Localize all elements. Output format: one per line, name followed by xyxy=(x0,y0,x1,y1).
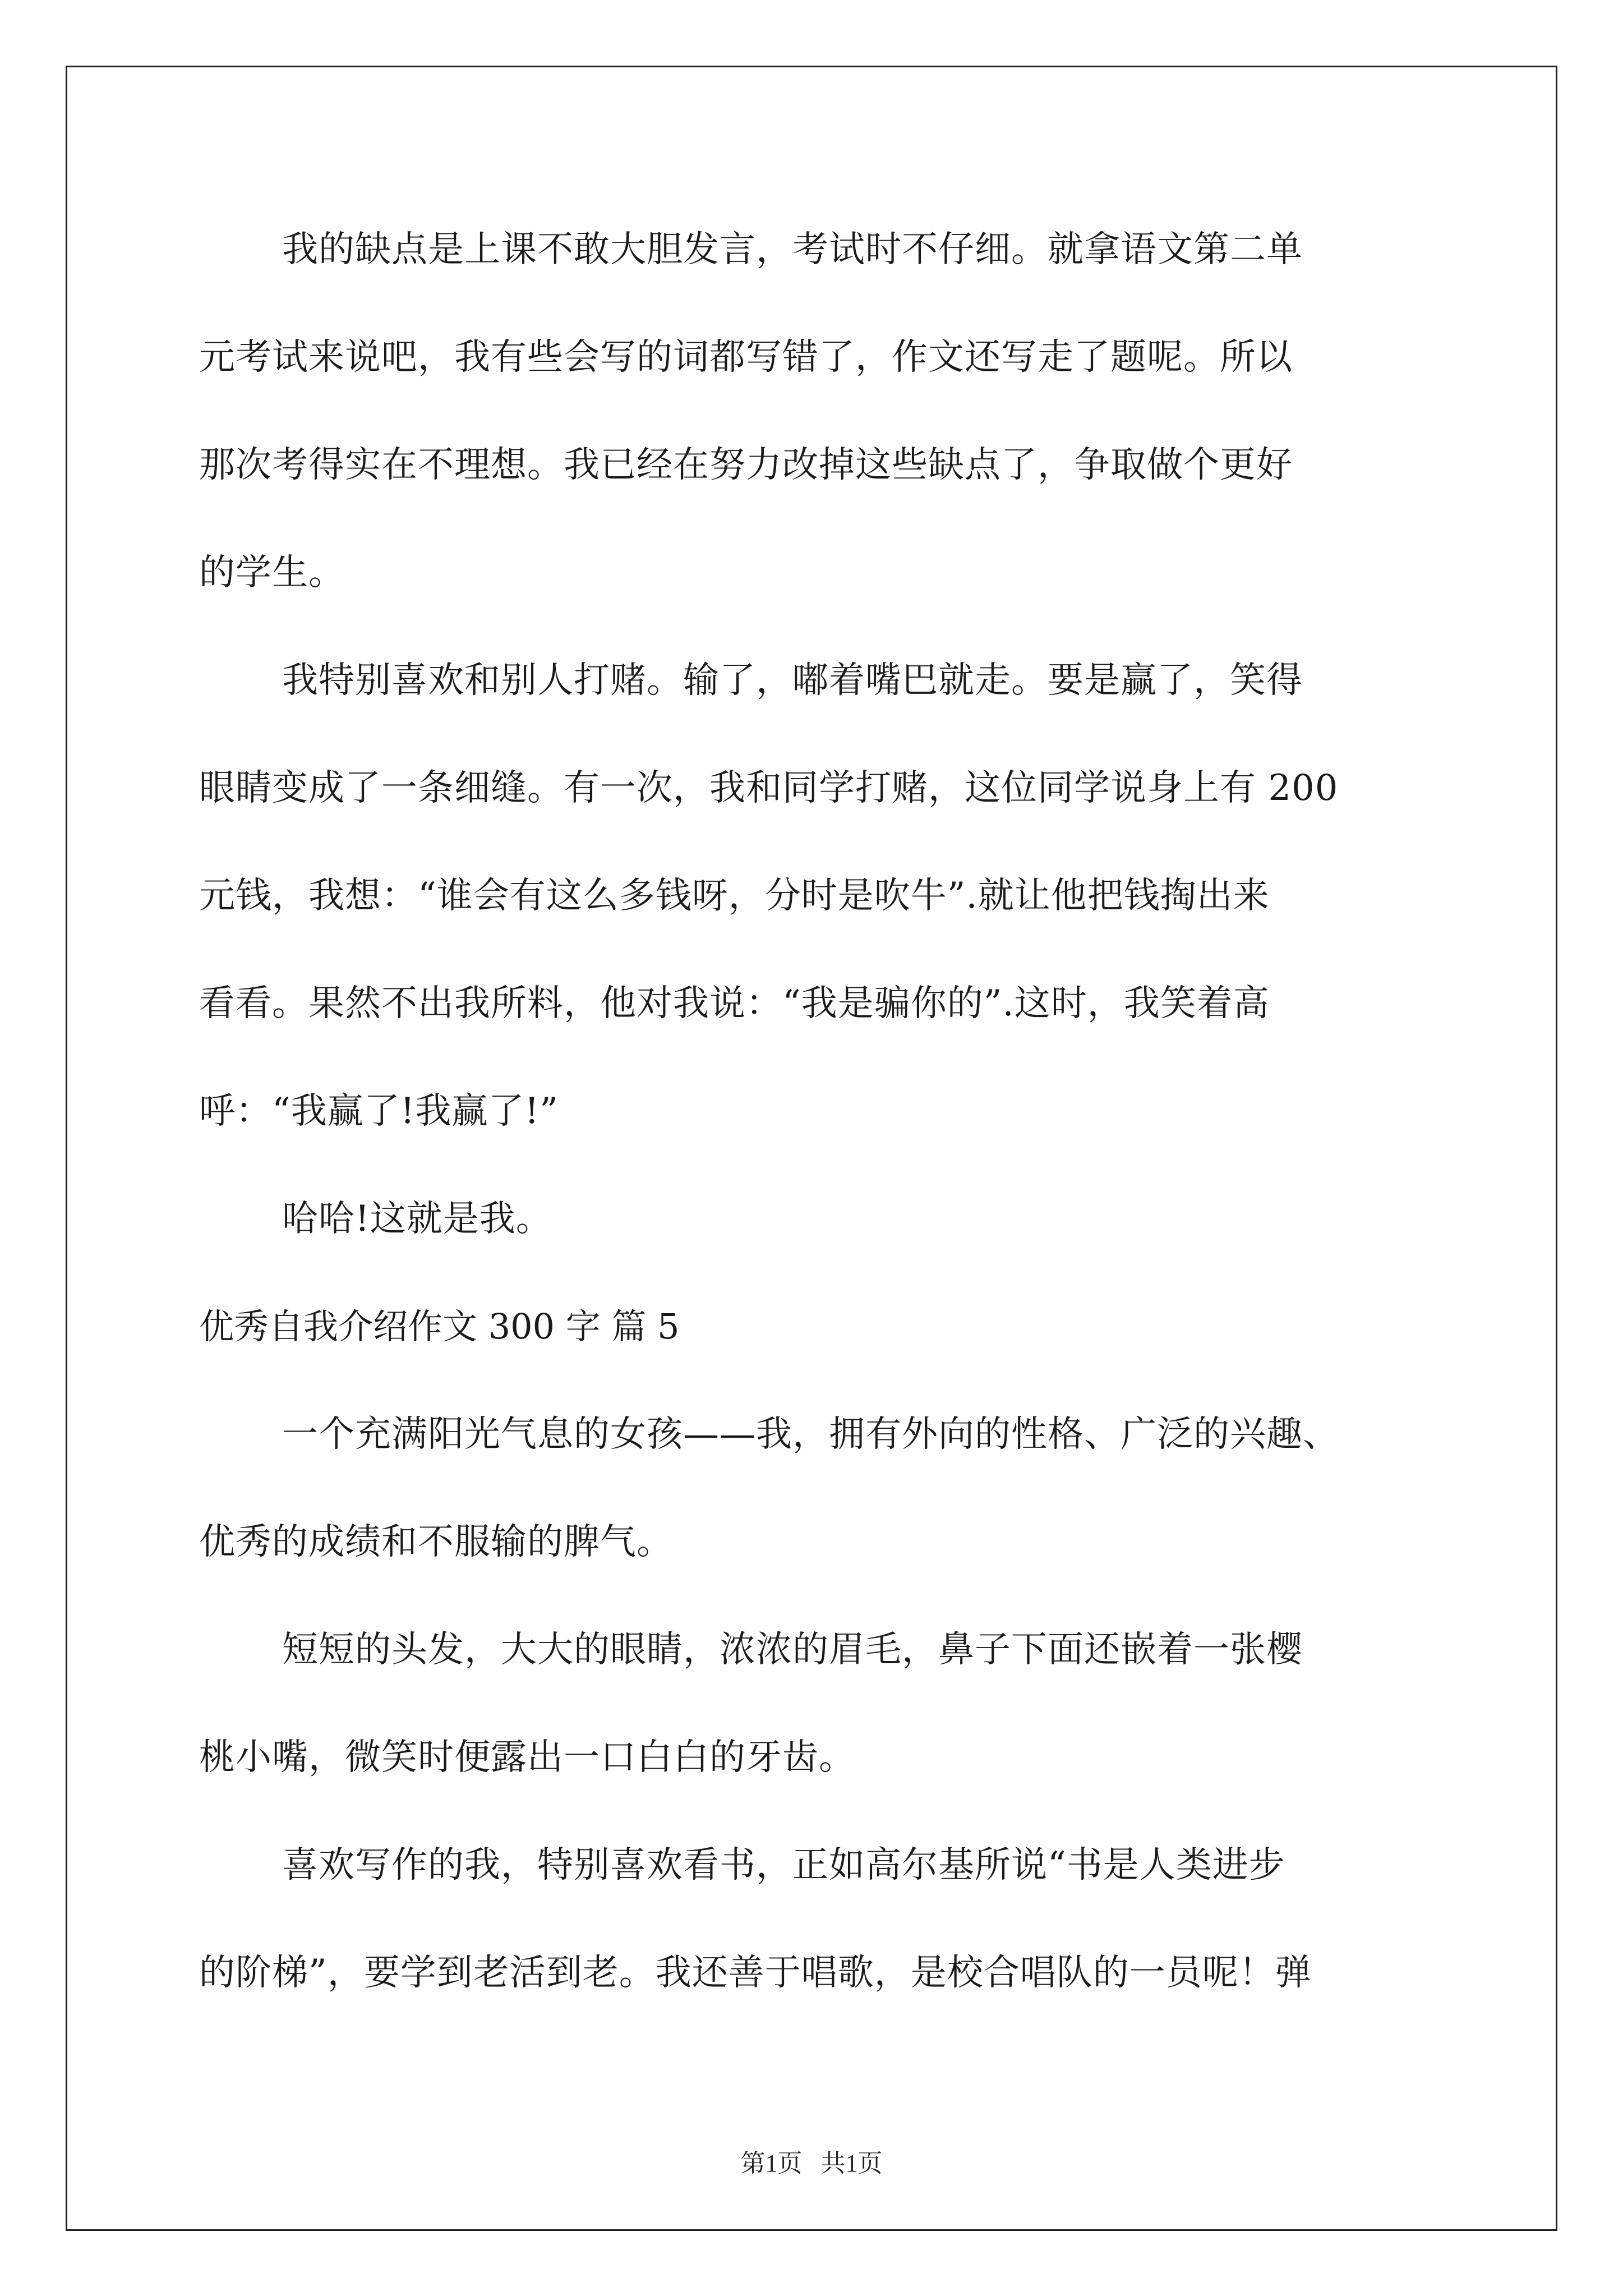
text-line: 喜欢写作的我，特别喜欢看书，正如高尔基所说“书是人类进步 xyxy=(282,1844,1285,1886)
text-line: 一个充满阳光气息的女孩——我，拥有外向的性格、广泛的兴趣、 xyxy=(282,1414,1339,1455)
text-line: 我的缺点是上课不敢大胆发言，考试时不仔细。就拿语文第二单 xyxy=(282,229,1303,270)
page-footer: 第1页 共1页 xyxy=(740,2150,883,2177)
text-line: 元钱，我想：“谁会有这么多钱呀，分时是吹牛”.就让他把钱掏出来 xyxy=(199,875,1270,917)
section-heading: 优秀自我介绍作文 300 字 篇 5 xyxy=(199,1306,680,1347)
text-line: 的阶梯”，要学到老活到老。我还善于唱歌，是校合唱队的一员呢！弹 xyxy=(199,1952,1312,1994)
text-line: 元考试来说吧，我有些会写的词都写错了，作文还写走了题呢。所以 xyxy=(199,337,1293,378)
document-body xyxy=(199,216,1438,2047)
text-line: 呼：“我赢了!我赢了!” xyxy=(199,1091,559,1132)
text-line: 看看。果然不出我所料，他对我说：“我是骗你的”.这时，我笑着高 xyxy=(199,983,1270,1024)
text-line: 短短的头发，大大的眼睛，浓浓的眉毛，鼻子下面还嵌着一张樱 xyxy=(282,1629,1303,1671)
text-line: 优秀的成绩和不服输的脾气。 xyxy=(199,1521,673,1563)
text-line: 那次考得实在不理想。我已经在努力改掉这些缺点了，争取做个更好 xyxy=(199,444,1293,486)
text-line: 眼睛变成了一条细缝。有一次，我和同学打赌，这位同学说身上有 200 xyxy=(199,767,1339,809)
text-line: 的学生。 xyxy=(199,552,345,593)
text-line: 哈哈!这就是我。 xyxy=(282,1198,552,1240)
text-line: 桃小嘴，微笑时便露出一口白白的牙齿。 xyxy=(199,1737,855,1778)
text-line: 我特别喜欢和别人打赌。输了，嘟着嘴巴就走。要是赢了，笑得 xyxy=(282,660,1303,701)
